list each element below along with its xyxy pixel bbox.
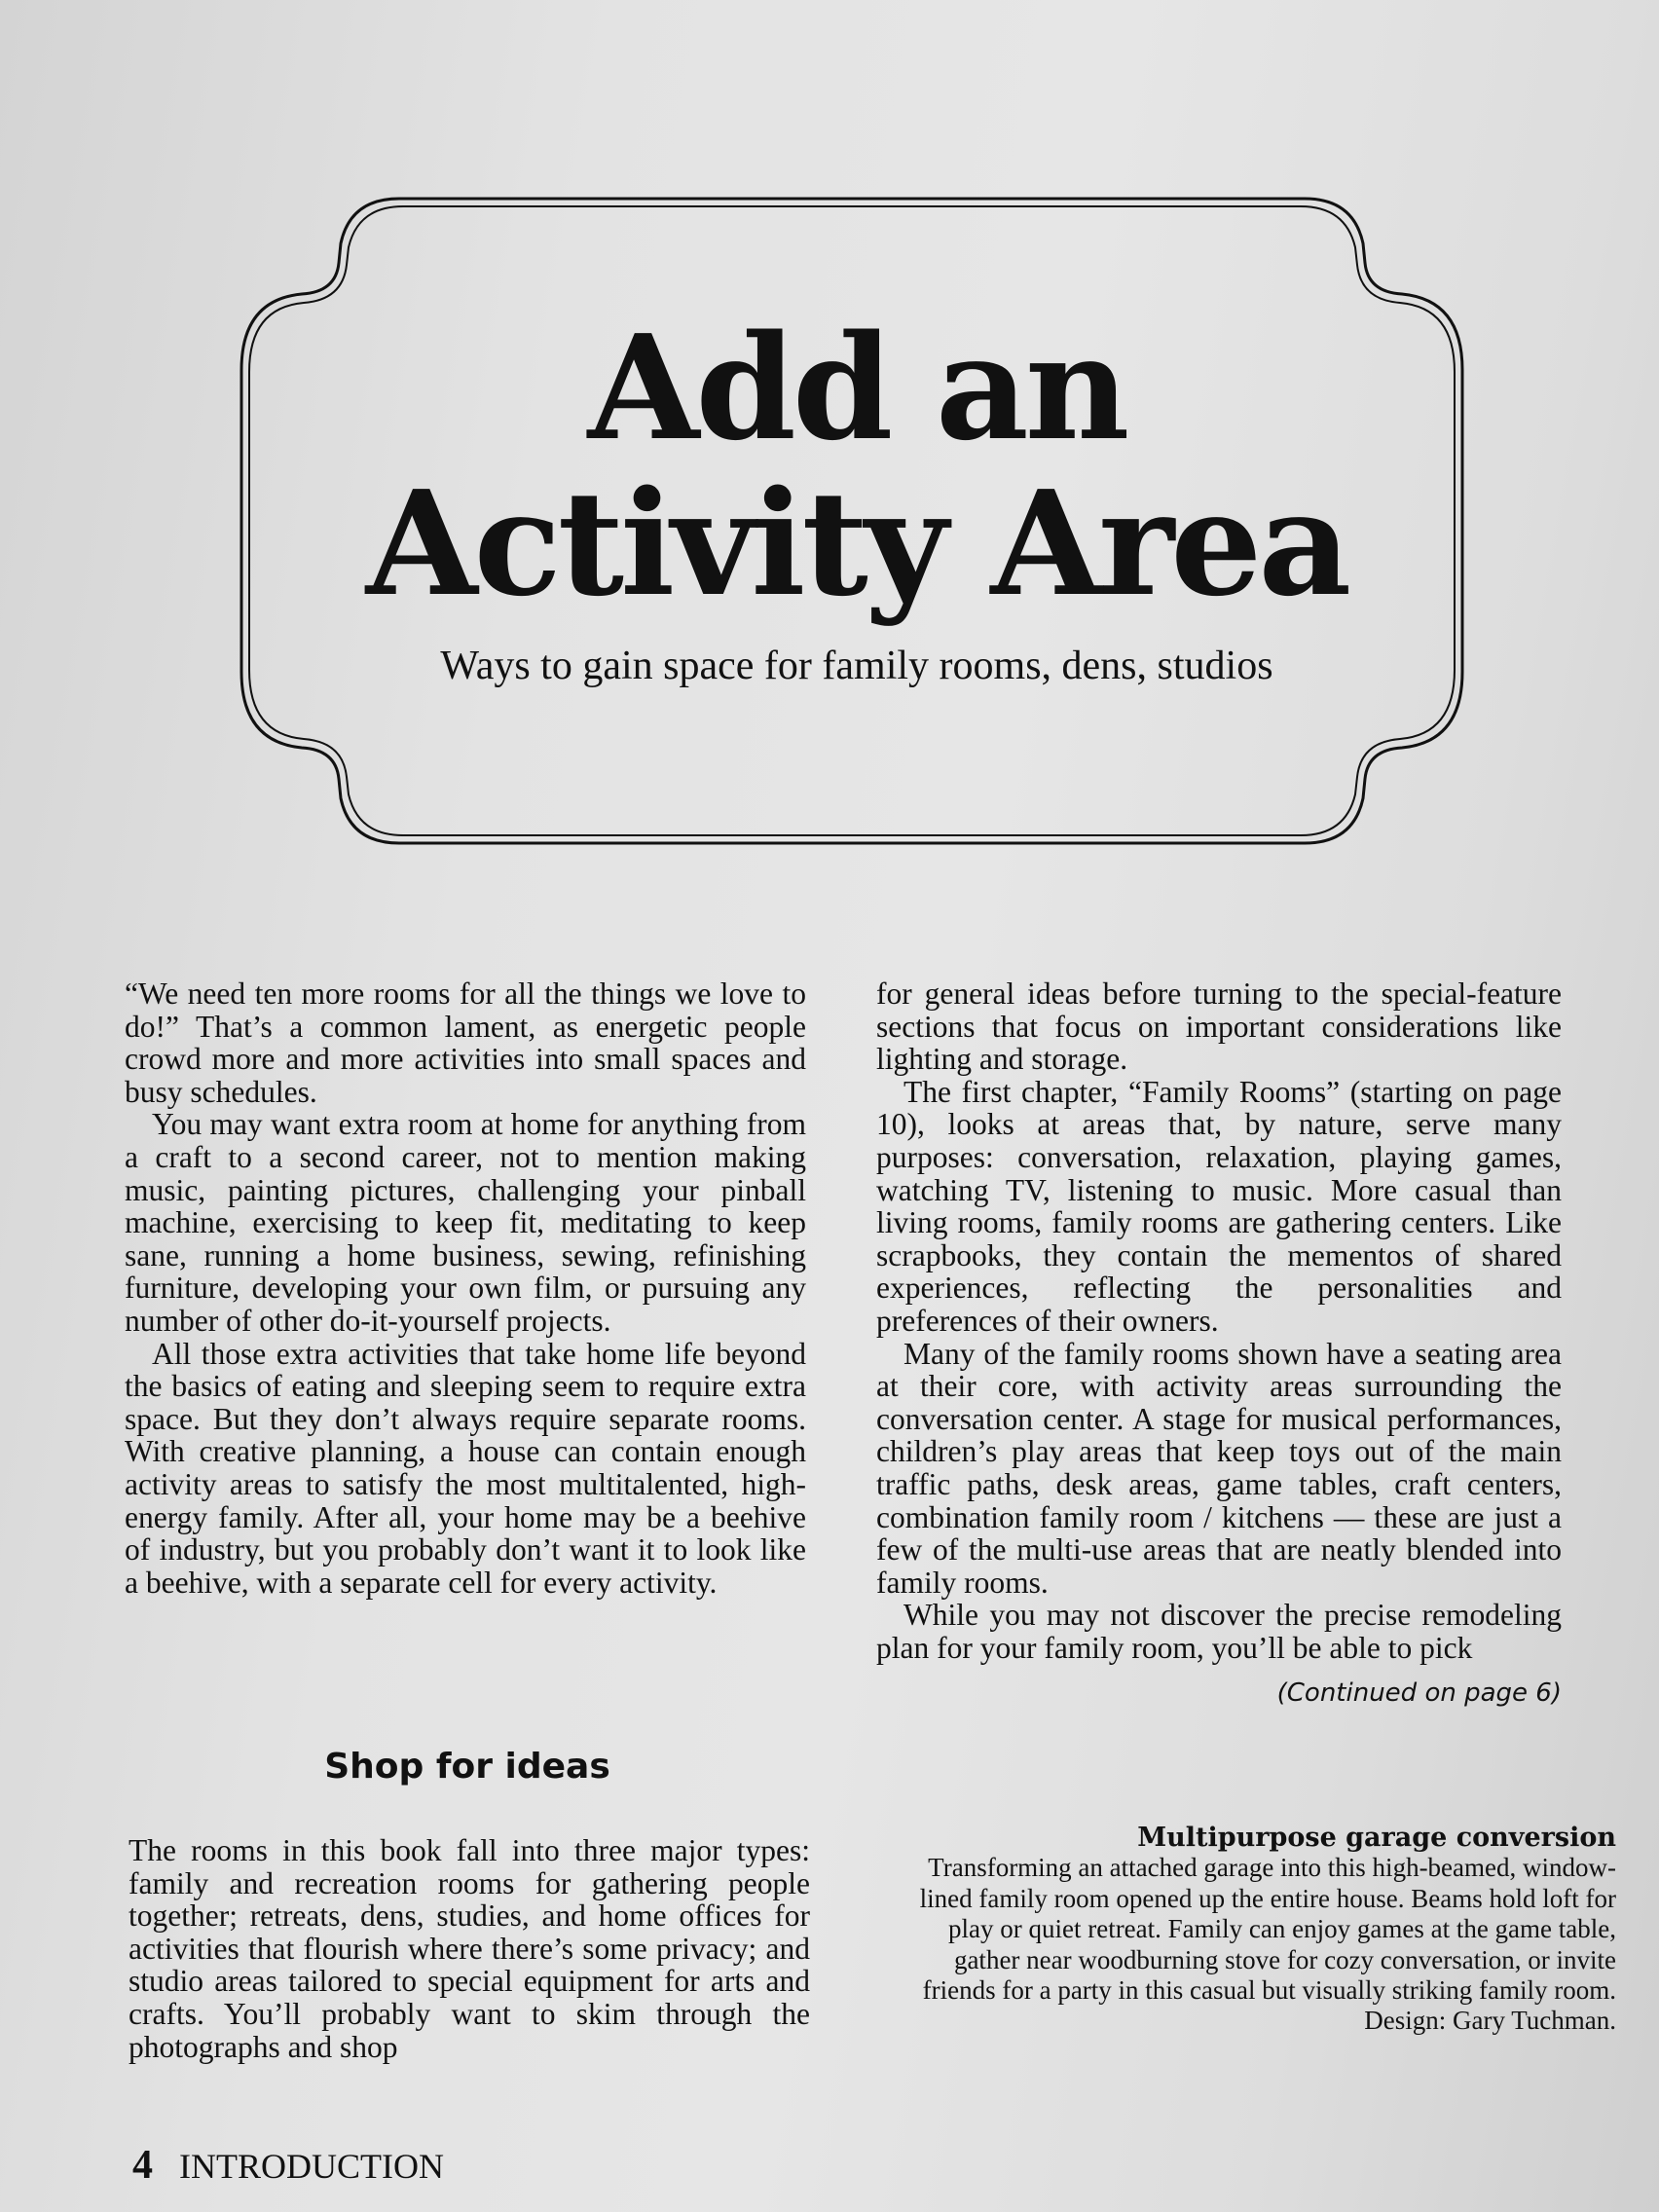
section-heading-shop: Shop for ideas: [324, 1747, 610, 1787]
page-title: [292, 303, 1421, 628]
photo-caption: [915, 1823, 1616, 2037]
right-paragraph-1: for general ideas before turning to the special-feature sections that focus on important considerations like lighting and storage.: [876, 977, 1562, 1077]
left-column: [125, 977, 806, 1599]
page-number: 4: [132, 2143, 153, 2188]
caption-title: Multipurpose garage conversion: [1137, 1823, 1616, 1853]
continued-note: (Continued on page 6): [1276, 1678, 1562, 1708]
shop-column: [129, 1834, 810, 2063]
shop-paragraph: The rooms in this book fall into three major types: family and recreation rooms for gathering people together; retreats, dens, studies, and home offices for activities that flourish where there’s some privacy; and studio areas tailored to special equipment for arts and crafts. You’ll probably want to skim through the photographs and shop: [129, 1833, 810, 2064]
caption-text: Transforming an attached garage into this high-beamed, window-lined family room opened up the entire house. Beams hold loft for play or quiet retreat. Family can enjoy games at the game table, gather near woodburning stove for cozy conversation, or invite friends for a party in this casual but visually striking family room. Design: Gary Tuchman.: [919, 1853, 1616, 2036]
left-paragraph-1: “We need ten more rooms for all the things we love to do!” That’s a common lament, as energetic people crowd more and more activities into small spaces and busy schedules.: [125, 977, 806, 1109]
title-line-2: Activity Area: [365, 459, 1348, 628]
page-subtitle: Ways to gain space for family rooms, dens, studios: [440, 644, 1273, 688]
left-paragraph-3: All those extra activities that take home life beyond the basics of eating and sleeping seem to require extra space. But they don’t always require separate rooms. With creative planning, a house can contain enough activity areas to satisfy the most multitalented, high-energy family. After all, your home may be a beehive of industry, but you probably don’t want it to look like a beehive, with a separate cell for every activity.: [125, 1336, 806, 1600]
right-paragraph-3: Many of the family rooms shown have a seating area at their core, with activity areas surrounding the conversation center. A stage for musical performances, children’s play areas that keep toys out of the main traffic paths, desk areas, game tables, craft centers, combination family room / kitchens — these are just a few of the multi-use areas that are neatly blended into family rooms.: [876, 1336, 1562, 1600]
right-paragraph-2: The first chapter, “Family Rooms” (starting on page 10), looks at areas that, by nature, serve many purposes: conversation, relaxation, playing games, watching TV, listening to music. More casual than living rooms, family rooms are gathering centers. Like scrapbooks, they contain the mementos of shared experiences, reflecting the personalities and preferences of their owners.: [876, 1074, 1562, 1338]
title-line-1: Add an: [587, 303, 1126, 472]
right-column: [876, 977, 1562, 1664]
page-footer: [132, 2142, 444, 2189]
footer-section: INTRODUCTION: [179, 2147, 444, 2186]
left-paragraph-2: You may want extra room at home for anything from a craft to a second career, not to mention making music, painting pictures, challenging your pinball machine, exercising to keep fit, meditating to keep sane, running a home business, sewing, refinishing furniture, developing your own film, or pursuing any number of other do-it-yourself projects.: [125, 1107, 806, 1338]
right-paragraph-4: While you may not discover the precise remodeling plan for your family room, you’ll be able to pick: [876, 1598, 1562, 1665]
